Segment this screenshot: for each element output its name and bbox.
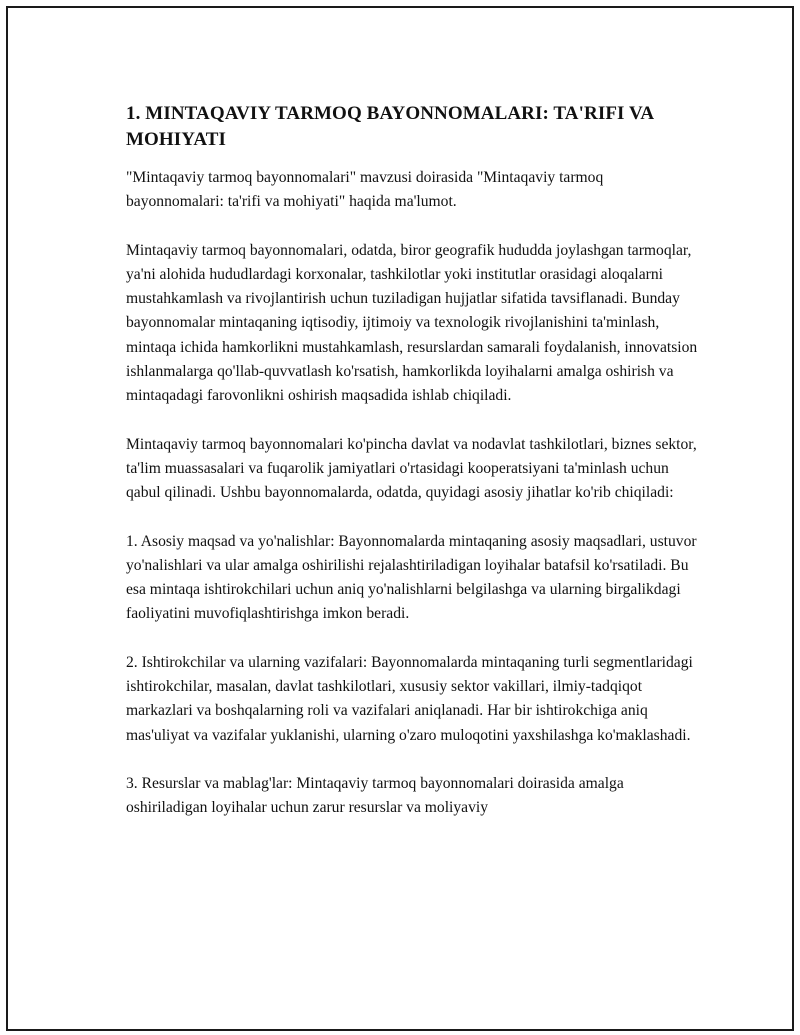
list-item-resources: 3. Resurslar va mablag'lar: Mintaqaviy tarmoq bayonnomalari doirasida amalga oshiriladigan loyihalar uchun zarur resurslar va moliyaviy <box>126 774 624 817</box>
cooperation-paragraph: Mintaqaviy tarmoq bayonnomalari ko'pincha davlat va nodavlat tashkilotlari, biznes sektor, ta'lim muassasalari va fuqarolik jamiyatlari o'rtasidagi kooperatsiyani ta'minlash uchun qabul qilinadi. Ushbu bayonnomalarda, odatda, quyidagi asosiy jihatlar ko'rib chiqiladi: <box>126 435 697 502</box>
page-frame <box>6 6 794 1031</box>
intro-paragraph: "Mintaqaviy tarmoq bayonnomalari" mavzusi doirasida "Mintaqaviy tarmoq bayonnomalari: ta'rifi va mohiyati" haqida ma'lumot. <box>126 169 604 211</box>
document-title: 1. MINTAQAVIY TARMOQ BAYONNOMALARI: TA'RIFI VA MOHIYATI <box>126 103 654 150</box>
list-item-participants: 2. Ishtirokchilar va ularning vazifalari: Bayonnomalarda mintaqaning turli segmentlaridagi ishtirokchilar, masalan, davlat tashkilotlari, xususiy sektor vakillari, ilmiy-tadqiqot markazlari va boshqalarning roli va vazifalari aniqlanadi. Har bir ishtirokchiga aniq mas'uliyat va vazifalar yuklanishi, ularning o'zaro muloqotini yaxshilashga ko'maklashadi. <box>126 653 693 744</box>
document-body <box>126 101 698 845</box>
definition-paragraph: Mintaqaviy tarmoq bayonnomalari, odatda, biror geografik hududda joylashgan tarmoqlar, ya'ni alohida hududlardagi korxonalar, tashkilotlar yoki institutlar orasidagi aloqalarni mustahkamlash va rivojlantirish uchun tuziladigan hujjatlar sifatida tavsiflanadi. Bunday bayonnomalar mintaqaning iqtisodiy, ijtimoiy va texnologik rivojlanishini ta'minlash, mintaqa ichida hamkorlikni mustahkamlash, resurslardan samarali foydalanish, innovatsion ishlanmalarga qo'llab-quvvatlash ko'rsatish, hamkorlikda loyihalarni amalga oshirish va mintaqadagi farovonlikni oshirish maqsadida ishlab chiqiladi. <box>126 241 698 405</box>
list-item-goals: 1. Asosiy maqsad va yo'nalishlar: Bayonnomalarda mintaqaning asosiy maqsadlari, ustuvor yo'nalishlari va ular amalga oshirilishi rejalashtiriladigan loyihalar batafsil ko'rsatiladi. Bu esa mintaqa ishtirokchilari uchun aniq yo'nalishlarni belgilashga va ularning birgalikdagi faoliyatini muvofiqlashtirishga imkon beradi. <box>126 532 697 623</box>
